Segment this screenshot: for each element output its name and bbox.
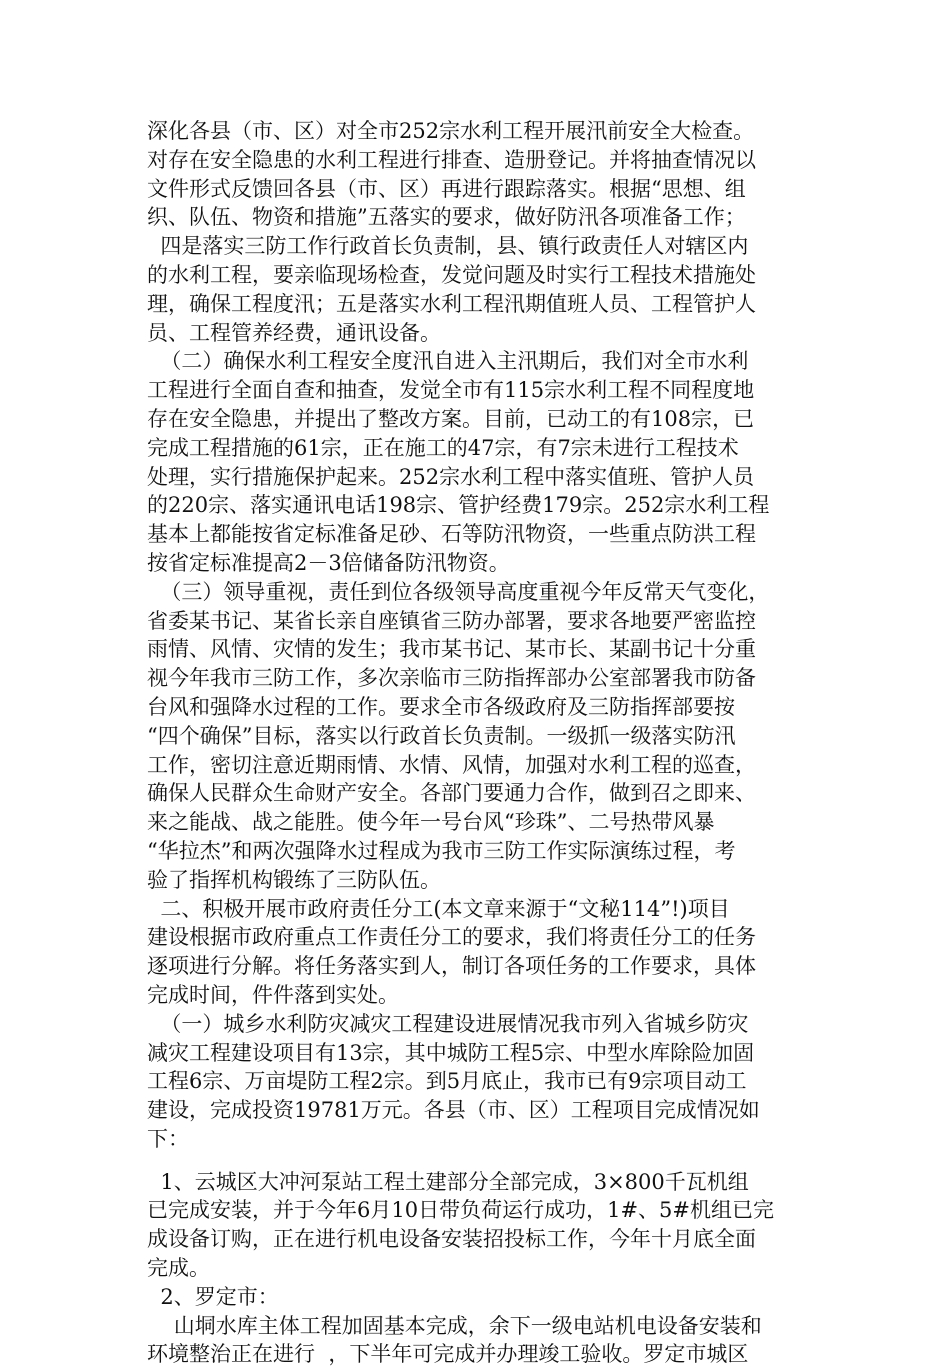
document-body [147,117,812,1369]
text-line: 按省定标准提高2－3倍储备防汛物资。 [147,550,510,575]
text-line: 减灾工程建设项目有13宗，其中城防工程5宗、中型水库除险加固 [147,1040,755,1065]
text-line: 已完成安装，并于今年6月10日带负荷运行成功，1#、5#机组已完 [147,1198,774,1223]
text-line: 员、工程管养经费，通讯设备。 [147,320,441,345]
paragraph-gap [147,1154,812,1168]
text-line: 深化各县（市、区）对全市252宗水利工程开展汛前安全大检查。 [147,119,755,143]
text-line: 来之能战、战之能胜。使今年一号台风“珍珠”、二号热带风暴 [147,810,715,835]
text-line: 下： [147,1126,189,1151]
text-line: 对存在安全隐患的水利工程进行排查、造册登记。并将抽查情况以 [147,147,756,172]
text-line: 雨情、风情、灾情的发生；我市某书记、某市长、某副书记十分重 [147,637,756,662]
text-line: 处理，实行措施保护起来。252宗水利工程中落实值班、管护人员 [147,464,755,489]
text-line: （一）城乡水利防灾减灾工程建设进展情况我市列入省城乡防灾 [147,1011,749,1036]
text-line: 完成。 [147,1256,210,1281]
text-line: 确保人民群众生命财产安全。各部门要通力合作，做到召之即来、 [147,781,756,806]
text-line: 台风和强降水过程的工作。要求全市各级政府及三防指挥部要按 [147,694,735,719]
text-line: “华拉杰”和两次强降水过程成为我市三防工作实际演练过程，考 [147,838,736,863]
text-line: 的220宗、落实通讯电话198宗、管护经费179宗。252宗水利工程 [147,493,770,518]
text-line: 逐项进行分解。将任务落实到人，制订各项任务的工作要求，具体 [147,954,756,979]
text-line: 文件形式反馈回各县（市、区）再进行跟踪落实。根据“思想、组 [147,176,746,201]
text-line: 二、积极开展市政府责任分工(本文章来源于“文秘114”!)项目 [147,896,730,921]
text-line: 环境整治正在进行 ，下半年可完成并办理竣工验收。罗定市城区 [147,1342,749,1367]
text-line: 省委某书记、某省长亲自座镇省三防办部署，要求各地要严密监控 [147,608,756,633]
text-line: 存在安全隐患，并提出了整改方案。目前，已动工的有108宗，已 [147,406,755,431]
text-line: 织、队伍、物资和措施”五落实的要求，做好防汛各项准备工作； [147,205,746,230]
text-line: 完成工程措施的61宗，正在施工的47宗，有7宗未进行工程技术 [147,435,739,460]
text-line: 四是落实三防工作行政首长负责制，县、镇行政责任人对辖区内 [147,234,749,259]
text-line: 基本上都能按省定标准备足砂、石等防汛物资，一些重点防洪工程 [147,522,756,547]
text-line: 完成时间，件件落到实处。 [147,982,399,1007]
text-line: 视今年我市三防工作，多次亲临市三防指挥部办公室部署我市防备 [147,666,756,691]
text-line: 山垌水库主体工程加固基本完成，余下一级电站机电设备安装和 [147,1313,762,1338]
text-line: 工程6宗、万亩堤防工程2宗。到5月底止，我市已有9宗项目动工 [147,1069,747,1094]
text-line: “四个确保”目标，落实以行政首长负责制。一级抓一级落实防汛 [147,723,736,748]
text-line: 建设根据市政府重点工作责任分工的要求，我们将责任分工的任务 [147,925,756,950]
text-line: 理，确保工程度汛；五是落实水利工程汛期值班人员、工程管护人 [147,291,756,316]
text-line: 2、罗定市： [147,1284,279,1309]
text-line: 验了指挥机构锻练了三防队伍。 [147,867,441,892]
text-line: 建设，完成投资19781万元。各县（市、区）工程项目完成情况如 [147,1098,760,1123]
text-line: （三）领导重视，责任到位各级领导高度重视今年反常天气变化， [147,579,770,604]
text-line: 成设备订购，正在进行机电设备安装招投标工作，今年十月底全面 [147,1227,756,1252]
text-line: 1、云城区大冲河泵站工程土建部分全部完成，3×800千瓦机组 [147,1169,749,1194]
text-line: 工作，密切注意近期雨情、水情、风情，加强对水利工程的巡查， [147,752,756,777]
text-line: 工程进行全面自查和抽查，发觉全市有115宗水利工程不同程度地 [147,378,755,403]
text-line: 的水利工程，要亲临现场检查，发觉问题及时实行工程技术措施处 [147,262,756,287]
text-line: （二）确保水利工程安全度汛自进入主汛期后，我们对全市水利 [147,349,749,374]
